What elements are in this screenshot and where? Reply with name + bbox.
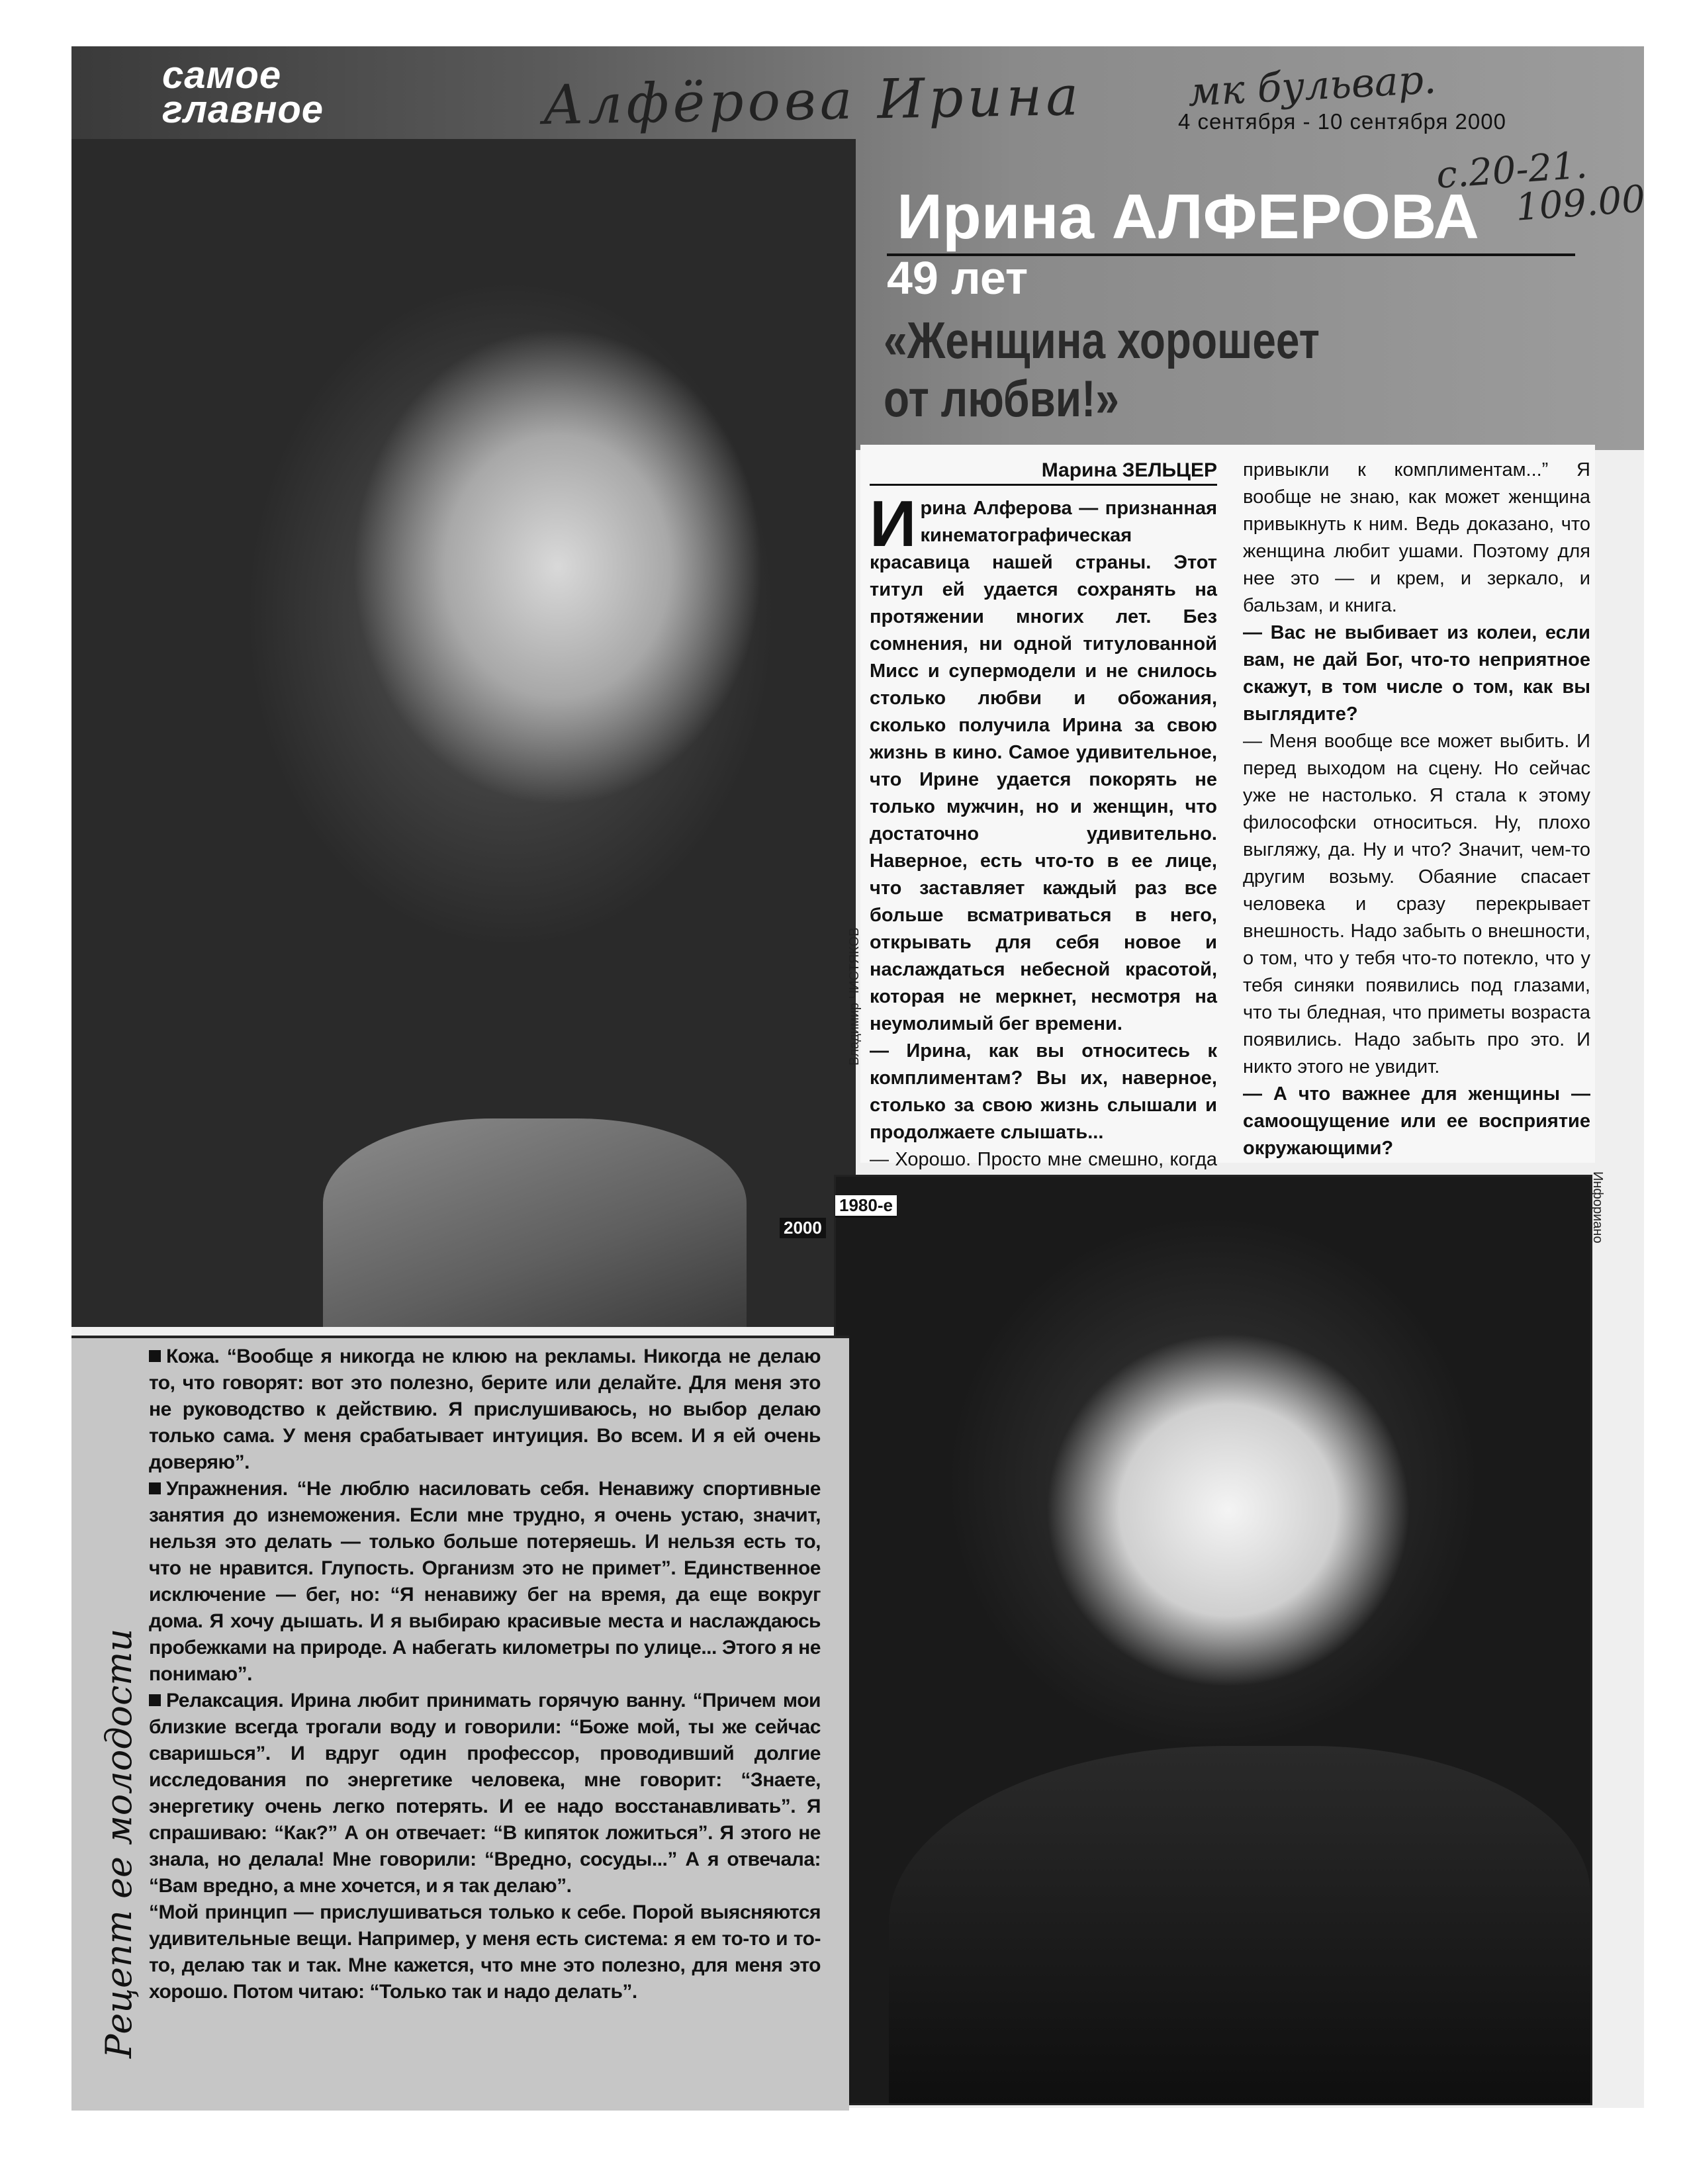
answer-2: — Меня вообще все может выбить. И перед выходом на сцену. Но сейчас уже не настолько. Я стала к этому философски относиться. Ну, плохо выгляжу, да. Ну и что? Значит, чем-то другим возьму. Обаяние спасает человека и сразу перекрывает внешность. Надо забыть о внешности, о том, что у тебя что-то потекло, что у тебя синяки появились под глазами, что ты бледная, что приметы возраста появились. Надо забыть про это. И никто этого не увидит.: [1243, 731, 1590, 1077]
handwritten-name: Алфёрова Ирина: [542, 64, 1083, 138]
section-rubric: [162, 54, 324, 131]
handwritten-source: мк бульвар.: [1187, 56, 1438, 116]
question-1: — Ирина, как вы относитесь к комплиментам? Вы их, наверное, столько за свою жизнь слышали и продолжаете слышать...: [870, 1040, 1217, 1143]
article-headline: «Женщина хорошеет от любви!»: [884, 311, 1320, 428]
answer-1-start: — Хорошо. Просто мне смешно, когда: [870, 1149, 1217, 1170]
photo-year-2000: 2000: [780, 1218, 826, 1238]
sidebar-text: [149, 1343, 821, 2005]
square-bullet-icon: [149, 1482, 161, 1494]
portrait-photo-young: [834, 1175, 1592, 2105]
sidebar-title: Рецепт ее молодости: [98, 1628, 140, 2058]
sidebar-item-exercise: Упражнения. “Не люблю насиловать себя. Ненавижу спортивные занятия до изнеможения. Если мне трудно, я очень устаю, значит, нельзя это делать — только больше потеряешь. И нельзя есть то, что не нравится. Глупость. Организм это не примет”. Единственное исключение — бег, но: “Я ненавижу бег на время, да еще вокруг дома. Я хочу дышать. И я выбираю красивые места и наслаждаюсь пробежками на природе. А набегать километры по улице... Этого я не понимаю”.: [149, 1478, 821, 1685]
interview-article: [860, 445, 1595, 1170]
sidebar-item-principle: “Мой принцип — прислушиваться только к себе. Порой выясняются удивительные вещи. Например, у меня есть система: я ем то-то и то-то, делаю так и так. Мне кажется, что мне это полезно, для меня это хорошо. Потом читаю: “Только так и надо делать”.: [149, 1901, 821, 2003]
sidebar-item-relax: Релаксация. Ирина любит принимать горячую ванну. “Причем мои близкие всегда трогали воду и говорили: “Боже мой, ты же сейчас сваришься”. И вдруг один профессор, проводивший долгие исследования по энергетике человека, мне говорит: “Знаете, энергетику очень легко потерять. И ее надо восстанавливать”. Я спрашиваю: “Как?” А он отвечает: “В кипяток ложиться”. Я этого не знала, но делала! Мне говорили: “Вредно, сосуды...” А я отвечала: “Вам вредно, а мне хочется, и я так делаю”.: [149, 1690, 821, 1897]
photo-year-young: 1980-е: [835, 1195, 897, 1218]
portrait-shirt: [323, 1118, 747, 1327]
answer-1-end: привыкли к комплиментам...” Я вообще не знаю, как может женщина привыкнуть к ним. Ведь доказано, что женщина любит ушами. Поэтому для нее это — и крем, и зеркало, и бальзам, и книга.: [1243, 459, 1590, 616]
person-age: 49 лет: [887, 252, 1028, 304]
drop-cap: И: [870, 487, 917, 560]
handwritten-pages: с.20-21.: [1435, 144, 1589, 197]
square-bullet-icon: [149, 1350, 161, 1362]
lead-text: рина Алферова — признанная кинематографическая красавица нашей страны. Этот титул ей удается сохранять на протяжении многих лет. Без сомнения, ни одной титулованной Мисс и супермодели и не снилось столько любви и обожания, сколько получила Ирина за свою жизнь в кино. Самое удивительное, что Ирине удается покорять не только мужчин, но и женщин, что достаточно удивительно. Наверное, есть что-то в ее лице, что заставляет каждый раз все больше всматриваться в него, открывать для себя новое и наслаждаться небесной красотой, которая не меркнет, несмотря на неумолимый бег времени.: [870, 498, 1217, 1034]
photo-credit-2: Инфориано: [1590, 1171, 1605, 1244]
byline-divider: [870, 484, 1217, 486]
article-column-left: [870, 457, 1217, 1228]
rubric-line-1: самое: [162, 54, 282, 97]
photo-credit-1: Владимир ЧИСТЯКОВ: [847, 927, 862, 1066]
handwritten-year: 109.00: [1514, 177, 1647, 230]
question-2: — Вас не выбивает из колеи, если вам, не дай Бог, что-то неприятное скажут, в том числе о том, как вы выглядите?: [1243, 622, 1590, 725]
square-bullet-icon: [149, 1694, 161, 1706]
portrait-photo-2000: [71, 139, 856, 1327]
article-column-right: [1243, 457, 1590, 1162]
article-lead: [870, 487, 1217, 1038]
byline: Марина ЗЕЛЬЦЕР: [1041, 459, 1217, 481]
person-name: Ирина АЛФЕРОВА: [897, 181, 1479, 252]
rubric-line-2: главное: [162, 88, 324, 131]
sidebar-item-skin: Кожа. “Вообще я никогда не клюю на рекламы. Никогда не делаю то, что говорят: вот это полезно, берите или делайте. Для меня это не руководство к действию. Я прислушиваюсь, но выбор делаю только сама. У меня срабатывает интуиция. Во всем. И я ей очень доверяю”.: [149, 1345, 821, 1473]
issue-dates: 4 сентября - 10 сентября 2000: [1178, 109, 1506, 134]
portrait-young-body: [889, 1746, 1590, 2105]
question-3: — А что важнее для женщины — самоощущение или ее восприятие окружающими?: [1243, 1083, 1590, 1159]
